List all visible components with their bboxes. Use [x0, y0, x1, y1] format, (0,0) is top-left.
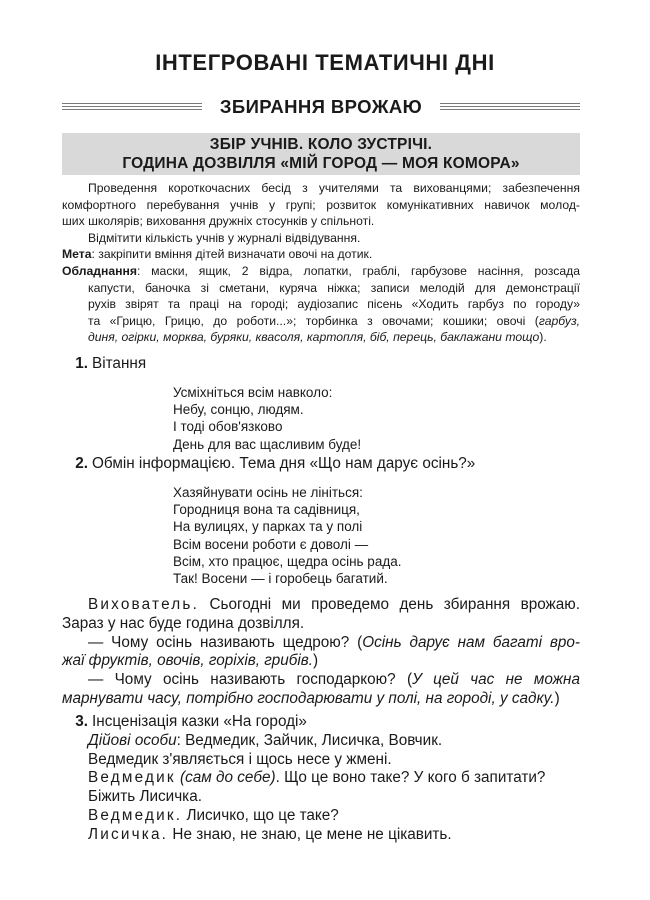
equipment-label: Обладнання [62, 263, 137, 278]
speaker-teacher: Вихователь. [88, 596, 200, 613]
step-3-number: 3. [75, 713, 88, 730]
stage-direction: Біжить Лисичка. [88, 788, 202, 806]
intro-line-3: ших школярів; виховання дружніх стосунків у спільноті. [62, 214, 375, 229]
step-1-number: 1. [75, 355, 88, 372]
equipment-line-1: Обладнання: маски, ящик, 2 відра, лопатки, граблі, гарбузове насіння, розсада [62, 263, 580, 278]
decorative-rule-right [440, 103, 580, 113]
step-3-title: Інсценізація казки «На городі» [92, 713, 307, 730]
step-2-title: Обмін інформацією. Тема дня «Що нам дарує осінь?» [92, 455, 476, 472]
step-1-heading [62, 355, 580, 374]
poem-line: Хазяйнувати осінь не лініться: [173, 485, 363, 500]
sub-title-row [62, 96, 580, 120]
question-1-line-2: жаї фруктів, овочів, горіхів, грибів.) [62, 652, 319, 670]
equipment-line-2: капусти, баночка зі сметани, куряча ніжка; записи мелодій для демонстрації [88, 280, 580, 295]
sub-title: ЗБИРАННЯ ВРОЖАЮ [219, 96, 423, 117]
intro-line-1: Проведення короткочасних бесід з учителями та вихованцями; забезпечення [88, 181, 580, 195]
step-1-title: Вітання [92, 355, 147, 372]
bear-line-1: Ведмедик (сам до себе). Що це воно таке? У кого б запитати? [88, 769, 546, 787]
poem-line: Усміхніться всім навколо: [173, 385, 333, 400]
poem-line: Городниця вона та садівниця, [173, 502, 360, 518]
section-heading-line-1: ЗБІР УЧНІВ. КОЛО ЗУСТРІЧІ. [209, 136, 433, 153]
section-heading-box [62, 133, 580, 175]
stage-direction: Ведмедик з'являється і щось несе у жмені. [88, 750, 392, 768]
equipment-line-5: диня, огірки, морква, буряки, квасоля, картопля, біб, перець, баклажани тощо). [88, 330, 547, 345]
intro-paragraph [62, 180, 580, 346]
speaker-bear: Ведмедик [88, 769, 176, 787]
step-3-block [62, 713, 580, 845]
fox-line: Лисичка. Не знаю, не знаю, це мене не цікавить. [88, 825, 452, 843]
autumn-poem [173, 484, 573, 587]
poem-line: Всім восени роботи є доволі — [173, 536, 369, 552]
question-1-line-1: — Чому осінь називають щедрою? (Осінь дарує нам багаті вро- [88, 633, 580, 651]
cast-line: Дійові особи: Ведмедик, Зайчик, Лисичка, Вовчик. [88, 731, 443, 749]
speaker-fox: Лисичка. [88, 825, 169, 843]
equipment-line-3: рухів звірят та праці на городі; аудіозапис пісень «Ходить гарбуз по городу» [88, 297, 580, 312]
poem-line: На вулицях, у парках та у полі [173, 519, 363, 535]
question-2-line-1: — Чому осінь називають господаркою? (У цей час не можна [88, 671, 580, 689]
poem-line: Небу, сонцю, людям. [173, 402, 304, 418]
poem-line: І тоді обов'язково [173, 419, 283, 435]
poem-line: Так! Восени — і горобець багатий. [173, 571, 388, 587]
poem-line: Всім, хто працює, щедра осінь рада. [173, 553, 402, 569]
speaker-bear: Ведмедик. [88, 806, 183, 824]
goal-line [62, 246, 580, 263]
question-2-line-2: марнувати часу, потрібно господарювати у полі, на городі, у садку.) [62, 689, 560, 707]
goal-label: Мета [62, 247, 92, 262]
cast-label: Дійові особи [88, 731, 177, 749]
intro-line-2: комфортного перебування учнів у групі; розвиток комунікативних навичок молод- [62, 197, 580, 212]
decorative-rule-left [62, 103, 202, 113]
equipment-line-4: та «Грицю, Грицю, до роботи...»; торбинка з овочами; кошики; овочі (гарбуз, [88, 313, 580, 328]
greeting-poem [173, 384, 573, 453]
section-heading-line-2: ГОДИНА ДОЗВІЛЛЯ «МІЙ ГОРОД — МОЯ КОМОРА» [122, 155, 520, 172]
goal-text: : закріпити вміння дітей визначати овочі на дотик. [91, 247, 373, 262]
main-title: ІНТЕГРОВАНІ ТЕМАТИЧНІ ДНІ [155, 50, 495, 75]
teacher-dialogue [62, 596, 580, 709]
step-2-number: 2. [75, 455, 88, 472]
poem-line: День для вас щасливим буде! [173, 436, 362, 452]
step-2-heading [62, 455, 580, 474]
bear-line-2: Ведмедик. Лисичко, що це таке? [88, 806, 339, 824]
teacher-line-2: Зараз у нас буде година дозвілля. [62, 614, 305, 632]
attendance-note: Відмітити кількість учнів у журналі відвідування. [88, 230, 361, 245]
teacher-line-1: Вихователь. Сьогодні ми проведемо день збирання врожаю. [88, 596, 580, 613]
